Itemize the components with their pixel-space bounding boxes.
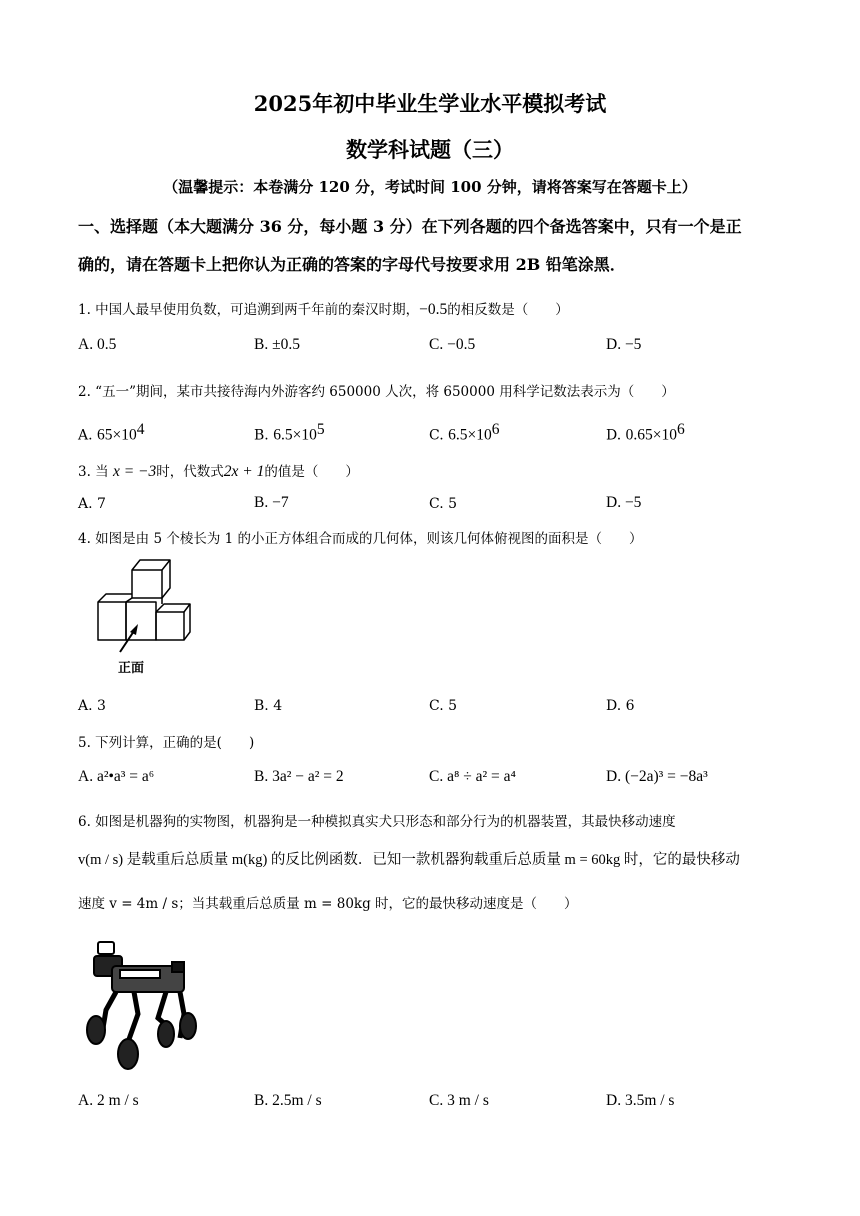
q3-option-d[interactable]: D. −5: [606, 494, 642, 511]
q5-option-d[interactable]: D. (−2a)³ = −8a³: [606, 768, 708, 785]
exam-tip: （温馨提示：本卷满分 120 分，考试时间 100 分钟，请将答案写在答题卡上）: [163, 178, 697, 196]
question-5: 5. 下列计算，正确的是( ): [78, 735, 255, 751]
front-view-label: 正面: [118, 661, 145, 676]
q2-option-b[interactable]: [254, 421, 325, 445]
robot-dog-figure: [76, 938, 206, 1078]
exam-title: 2025年初中毕业生学业水平模拟考试: [253, 91, 607, 116]
q3-option-b[interactable]: B. −7: [254, 494, 289, 511]
q1-option-c[interactable]: C. −0.5: [429, 336, 476, 353]
question-1: [78, 298, 788, 319]
question-3-math-1: x = −3: [112, 463, 157, 480]
q2-option-a-exp: 4: [136, 421, 145, 438]
q2-option-d-label: D.: [606, 427, 622, 444]
q2-option-c[interactable]: [429, 421, 500, 445]
exam-subtitle: 数学科试题（三）: [346, 137, 514, 162]
q2-option-d-exp: 6: [677, 421, 685, 438]
q1-option-b[interactable]: B. ±0.5: [254, 336, 300, 353]
section-instructions-line2: 确的，请在答题卡上把你认为正确的答案的字母代号按要求用 2B 铅笔涂黑．: [78, 255, 626, 274]
q2-option-b-exp: 5: [316, 421, 325, 438]
question-3-stem-c: 的值是（ ）: [264, 464, 359, 480]
q4-option-a[interactable]: A. 3: [78, 698, 106, 714]
question-3-math-2: 2x + 1: [223, 463, 265, 480]
q1-option-d[interactable]: D. −5: [606, 336, 642, 353]
q6-option-a[interactable]: A. 2 m / s: [78, 1092, 139, 1109]
q2-option-b-base: 6.5×10: [273, 426, 317, 444]
q2-option-c-label: C.: [429, 427, 444, 444]
q3-option-c[interactable]: C. 5: [429, 496, 458, 512]
q6-option-b[interactable]: B. 2.5m / s: [254, 1092, 322, 1109]
q5-option-a[interactable]: A. a²•a³ = a⁶: [78, 768, 155, 785]
q2-option-c-base: 6.5×10: [448, 426, 492, 444]
question-6-line-1: 6. 如图是机器狗的实物图，机器狗是一种模拟真实犬只形态和部分行为的机器装置，其最快移动速度: [78, 814, 676, 830]
question-3-stem-b: 时，代数式: [156, 464, 224, 480]
question-1-stem-a: 1. 中国人最早使用负数，可追溯到两千年前的秦汉时期，: [78, 302, 420, 318]
question-3: [78, 460, 788, 481]
question-6-line-3: 速度 v = 4m / s；当其载重后总质量 m = 80kg 时，它的最快移动速度是（ ）: [78, 896, 578, 912]
question-2: 2. “五一”期间，某市共接待海内外游客约 650000 人次，将 650000 用科学记数法表示为（ ）: [78, 384, 675, 400]
question-6-line-2: v(m / s) 是载重后总质量 m(kg) 的反比例函数．已知一款机器狗载重后总质量 m = 60kg 时，它的最快移动: [78, 852, 740, 868]
q2-option-a[interactable]: [78, 421, 145, 445]
q1-option-a[interactable]: A. 0.5: [78, 336, 117, 353]
q4-option-b[interactable]: B. 4: [254, 698, 283, 714]
q2-option-a-label: A.: [78, 427, 93, 444]
question-1-stem-b: 的相反数是（ ）: [447, 302, 569, 318]
q5-option-b[interactable]: B. 3a² − a² = 2: [254, 768, 344, 785]
q2-option-d[interactable]: [606, 421, 685, 445]
question-1-math: −0.5: [419, 301, 448, 318]
q5-option-c[interactable]: C. a⁸ ÷ a² = a⁴: [429, 768, 516, 785]
q3-option-a[interactable]: A. 7: [78, 496, 106, 512]
q6-option-c[interactable]: C. 3 m / s: [429, 1092, 489, 1109]
section-instructions-line1: 一、选择题（本大题满分 36 分，每小题 3 分）在下列各题的四个备选答案中，只有一个是正: [78, 217, 742, 236]
q2-option-c-exp: 6: [491, 421, 500, 438]
q2-option-b-label: B.: [254, 427, 269, 444]
q2-option-a-base: 65×10: [97, 426, 137, 444]
q4-option-d[interactable]: D. 6: [606, 698, 635, 714]
cube-figure: [92, 556, 202, 678]
question-3-stem-a: 3. 当: [78, 464, 109, 480]
q4-option-c[interactable]: C. 5: [429, 698, 458, 714]
question-4: 4. 如图是由 5 个棱长为 1 的小正方体组合而成的几何体，则该几何体俯视图的面积是（ ）: [78, 531, 643, 547]
q2-option-d-base: 0.65×10: [625, 426, 678, 444]
q6-option-d[interactable]: D. 3.5m / s: [606, 1092, 675, 1109]
